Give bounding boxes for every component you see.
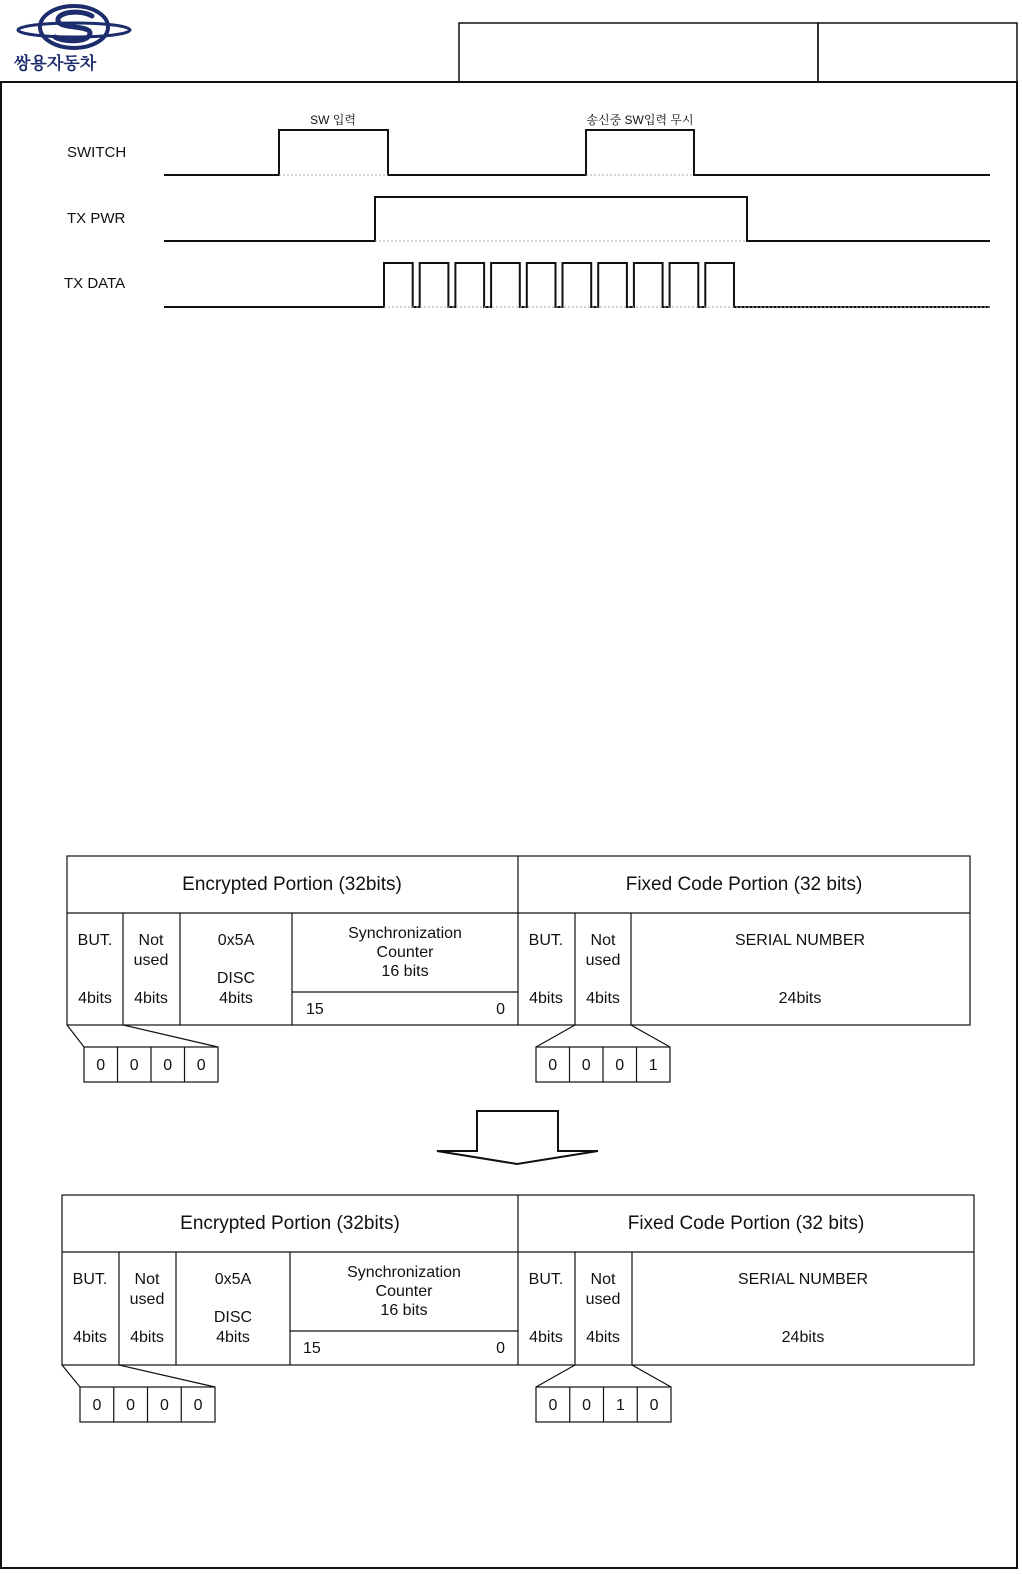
frame1-left-bit-1: 0 <box>129 1057 139 1074</box>
frame1-sync-label-1: Synchronization <box>348 925 462 942</box>
frame2-serial-bits: 24bits <box>781 1329 825 1346</box>
timing-diagram <box>64 112 990 307</box>
frame1-fixed-notused-2: used <box>585 952 621 969</box>
frame1-notused-label-1: Not <box>138 932 164 949</box>
frame2-sync-bit-lo: 0 <box>496 1340 505 1357</box>
frame2-fixed-notused-2: used <box>585 1291 621 1308</box>
frame2-but-label: BUT. <box>72 1271 108 1288</box>
frame1-left-expander-2 <box>123 1025 218 1047</box>
frame1-right-bit-1: 0 <box>581 1057 591 1074</box>
waveform-switch <box>164 130 990 175</box>
frame-format-1 <box>67 856 970 1082</box>
frame1-sync-bit-lo: 0 <box>496 1001 505 1018</box>
frame2-right-bit-2: 1 <box>615 1397 625 1414</box>
frame1-left-bit-0: 0 <box>96 1057 106 1074</box>
frame1-fixed-but-bits: 4bits <box>529 990 563 1007</box>
frame2-sync-label-2: Counter <box>375 1283 433 1300</box>
frame2-right-expander <box>536 1365 575 1387</box>
frame1-serial-label: SERIAL NUMBER <box>734 932 866 949</box>
frame2-left-expander <box>62 1365 80 1387</box>
frame2-left-bit-2: 0 <box>159 1397 169 1414</box>
frame1-fixed-but-label: BUT. <box>528 932 564 949</box>
frame1-sync-label-2: Counter <box>376 944 434 961</box>
note-ignore-during-tx: 송신중 SW입력 무시 <box>586 113 694 127</box>
signal-label-tx-data: TX DATA <box>64 275 126 292</box>
header-page-box <box>818 23 1017 82</box>
frame2-left-bit-1: 0 <box>126 1397 136 1414</box>
frame1-left-bit-3: 0 <box>196 1057 206 1074</box>
frame2-disc-label: DISC <box>213 1309 253 1326</box>
waveform-tx-pwr <box>164 197 990 241</box>
frame2-fixed-title: Fixed Code Portion (32 bits) <box>627 1213 865 1234</box>
frame2-serial-label: SERIAL NUMBER <box>737 1271 869 1288</box>
frame1-disc-label: DISC <box>216 970 256 987</box>
frame2-sync-label-1: Synchronization <box>347 1264 461 1281</box>
header <box>14 6 1017 82</box>
frame2-notused-bits: 4bits <box>130 1329 164 1346</box>
signal-label-tx-pwr: TX PWR <box>67 210 126 227</box>
frame1-disc-bits: 4bits <box>219 990 253 1007</box>
frame1-fixed-notused-bits: 4bits <box>586 990 620 1007</box>
frame1-encrypted-title: Encrypted Portion (32bits) <box>182 874 402 895</box>
signal-label-switch: SWITCH <box>67 144 127 161</box>
frame-format-2 <box>62 1195 974 1422</box>
frame1-serial-bits: 24bits <box>778 990 822 1007</box>
frame2-encrypted-title: Encrypted Portion (32bits) <box>180 1213 400 1234</box>
frame2-right-bit-3: 0 <box>649 1397 659 1414</box>
frame2-fixed-but-bits: 4bits <box>529 1329 563 1346</box>
company-logo <box>14 6 130 74</box>
frame1-fixed-notused-1: Not <box>590 932 616 949</box>
frame1-left-bit-2: 0 <box>163 1057 173 1074</box>
frame2-right-bit-0: 0 <box>548 1397 558 1414</box>
frame1-fixed-title: Fixed Code Portion (32 bits) <box>625 874 863 895</box>
header-title-box <box>459 23 818 82</box>
frame1-right-bit-3: 1 <box>648 1057 658 1074</box>
frame1-right-expander-2 <box>631 1025 670 1047</box>
frame1-notused-bits: 4bits <box>134 990 168 1007</box>
frame2-sync-bit-hi: 15 <box>303 1340 321 1357</box>
frame1-disc-value: 0x5A <box>217 932 255 949</box>
frame2-disc-bits: 4bits <box>216 1329 250 1346</box>
frame2-fixed-notused-1: Not <box>590 1271 616 1288</box>
frame2-left-bit-3: 0 <box>193 1397 203 1414</box>
frame1-right-bit-0: 0 <box>548 1057 558 1074</box>
frame1-sync-label-3: 16 bits <box>381 963 429 980</box>
frame1-but-bits: 4bits <box>78 990 112 1007</box>
frame2-notused-label-1: Not <box>134 1271 160 1288</box>
frame2-disc-value: 0x5A <box>214 1271 252 1288</box>
frame1-right-bit-2: 0 <box>615 1057 625 1074</box>
frame2-right-bit-1: 0 <box>582 1397 592 1414</box>
frame2-left-expander-2 <box>119 1365 215 1387</box>
frame2-right-expander-2 <box>632 1365 671 1387</box>
frame1-notused-label-2: used <box>133 952 169 969</box>
frame2-fixed-notused-bits: 4bits <box>586 1329 620 1346</box>
frame2-but-bits: 4bits <box>73 1329 107 1346</box>
frame1-but-label: BUT. <box>77 932 113 949</box>
waveform-tx-data <box>164 263 990 307</box>
frame1-right-expander <box>536 1025 575 1047</box>
frame1-left-expander <box>67 1025 84 1047</box>
frame2-notused-label-2: used <box>129 1291 165 1308</box>
frame2-fixed-but-label: BUT. <box>528 1271 564 1288</box>
frame2-sync-label-3: 16 bits <box>380 1302 428 1319</box>
transition-arrow-icon <box>437 1111 598 1164</box>
frame1-sync-bit-hi: 15 <box>306 1001 324 1018</box>
company-name: 쌍용자동차 <box>14 54 97 74</box>
note-sw-input: SW 입력 <box>310 113 356 127</box>
frame2-left-bit-0: 0 <box>92 1397 102 1414</box>
